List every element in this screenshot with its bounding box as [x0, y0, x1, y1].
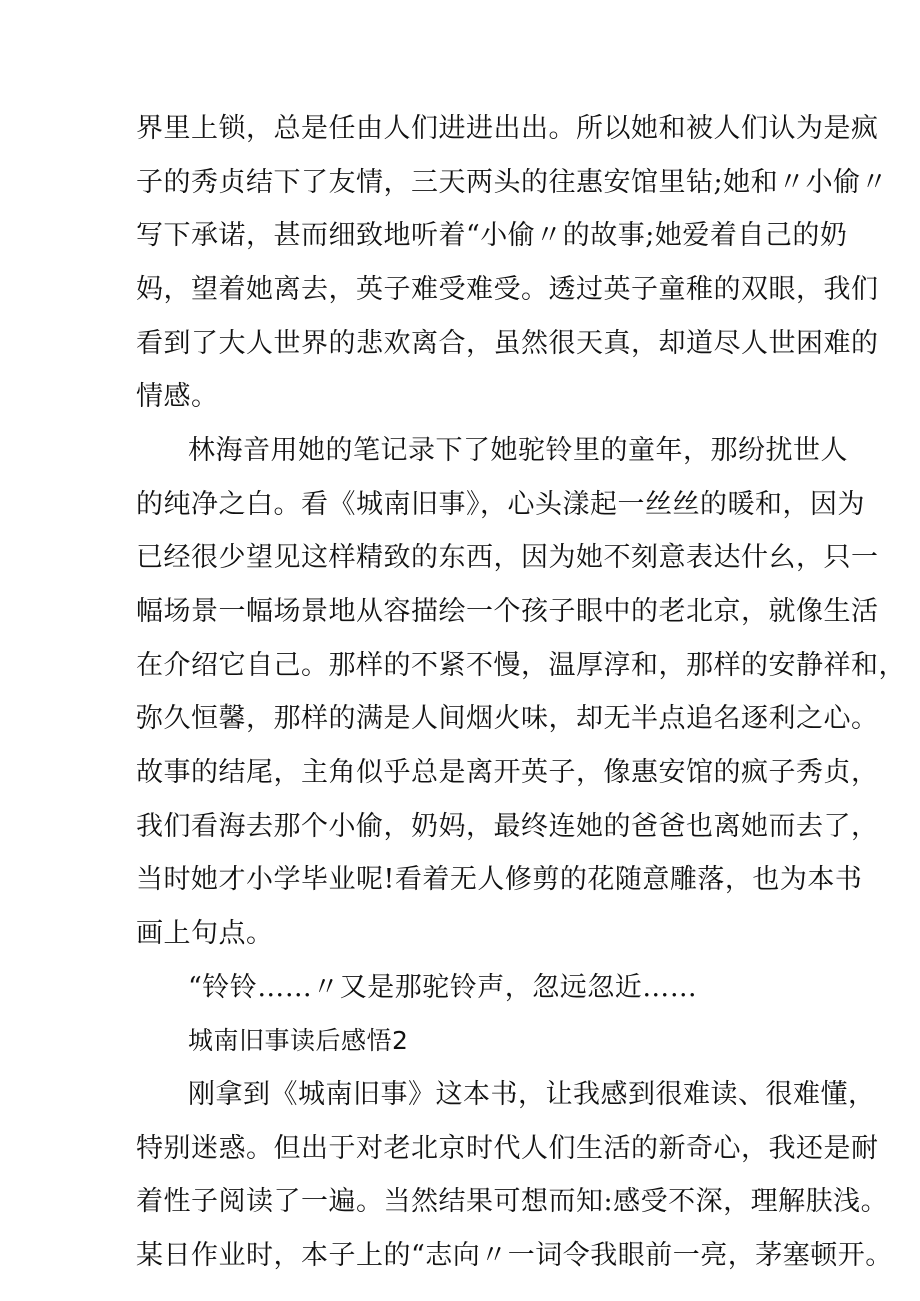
text-line: 在介绍它自己。那样的不紧不慢，温厚淳和，那样的安静祥和，	[136, 650, 906, 681]
text-line: 界里上锁，总是任由人们进进出出。所以她和被人们认为是疯	[136, 113, 879, 144]
text-line: 我们看海去那个小偷，奶妈，最终连她的爸爸也离她而去了，	[136, 811, 879, 842]
text-line: 写下承诺，甚而细致地听着“小偷〃的故事;她爱着自己的奶	[136, 220, 848, 251]
text-line: 故事的结尾，主角似乎总是离开英子，像惠安馆的疯子秀贞，	[136, 757, 879, 788]
text-line: 的纯净之白。看《城南旧事》，心头漾起一丝丝的暖和，因为	[136, 489, 865, 520]
text-line: 弥久恒馨，那样的满是人间烟火味，却无半点追名逐利之心。	[136, 703, 879, 734]
text-line: 某日作业时，本子上的“志向〃一词令我眼前一亮，茅塞顿开。	[136, 1240, 893, 1271]
text-line: 幅场景一幅场景地从容描绘一个孩子眼中的老北京，就像生活	[136, 596, 879, 627]
text-line: 已经很少望见这样精致的东西，因为她不刻意表达什幺，只一	[136, 542, 879, 573]
text-line: 画上句点。	[136, 918, 274, 949]
text-line: 情感。	[136, 381, 219, 412]
section-heading: 城南旧事读后感悟2	[188, 1026, 409, 1055]
text-line: 特别迷惑。但出于对老北京时代人们生活的新奇心，我还是耐	[136, 1133, 879, 1164]
text-line: 看到了大人世界的悲欢离合，虽然很天真，却道尽人世困难的	[136, 328, 879, 359]
text-line: 当时她才小学毕业呢!看着无人修剪的花随意雕落，也为本书	[136, 864, 863, 895]
text-line: 子的秀贞结下了友情，三天两头的往惠安馆里钻;她和〃小偷〃	[136, 167, 889, 198]
paragraph-first-line: 林海音用她的笔记录下了她驼铃里的童年，那纷扰世人	[188, 435, 848, 466]
quote-line: “铃铃……〃又是那驼铃声，忽远忽近……	[188, 972, 698, 1003]
text-line: 着性子阅读了一遍。当然结果可想而知:感受不深，理解肤浅。	[136, 1186, 889, 1217]
paragraph-first-line: 刚拿到《城南旧事》这本书，让我感到很难读、很难懂，	[188, 1079, 876, 1110]
text-line: 妈，望着她离去，英子难受难受。透过英子童稚的双眼，我们	[136, 274, 879, 305]
